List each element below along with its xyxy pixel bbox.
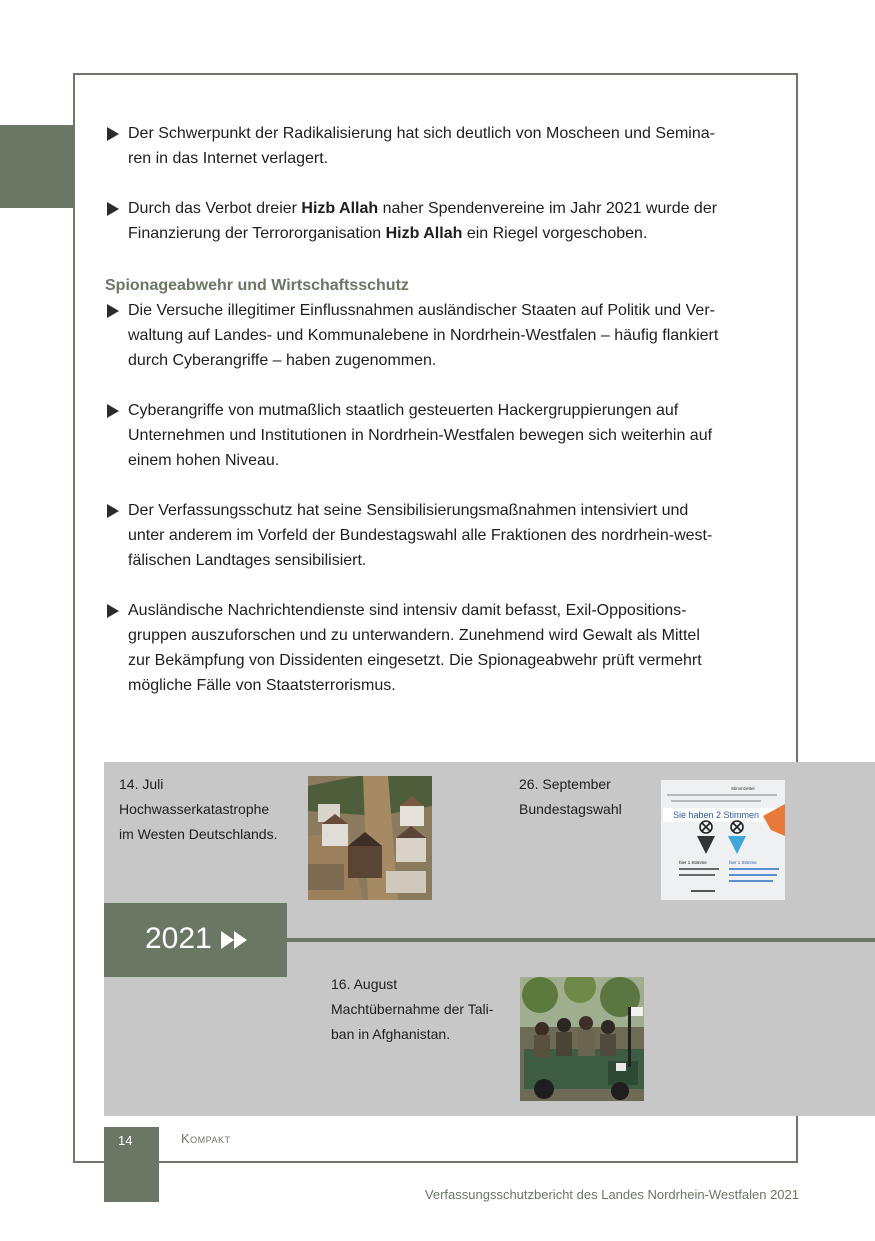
bullet-text-line: gruppen auszuforschen und zu unterwandern. Zunehmend wird Gewalt als Mittel — [128, 627, 700, 644]
event-flood-text — [119, 772, 277, 847]
taliban-photo — [520, 977, 644, 1101]
bullet-text: Durch das Verbot dreier — [128, 200, 302, 217]
bullet-text-line: Unternehmen und Institutionen in Nordrhein-Westfalen bewegen sich weiterhin auf — [128, 427, 713, 444]
year-label: 2021 — [145, 922, 212, 955]
event-date: 16. August — [331, 976, 398, 992]
bullet-text: naher Spendenvereine im Jahr 2021 wurde der — [378, 200, 718, 217]
event-description: Hochwasserkatastrophe — [119, 801, 270, 817]
bullet-text-line: waltung auf Landes- und Kommunalebene in Nordrhein-Westfalen – häufig flankiert — [128, 327, 719, 344]
fast-forward-icon — [221, 931, 249, 949]
event-description: Bundestagswahl — [519, 801, 622, 817]
event-election-text — [519, 772, 622, 822]
bullet-text-line: mögliche Fälle von Staatsterrorismus. — [128, 677, 396, 694]
event-date: 14. Juli — [119, 776, 164, 792]
event-description: ban in Afghanistan. — [331, 1026, 451, 1042]
bullet-text: ein Riegel vorgeschoben. — [462, 225, 648, 242]
ballot-header: Stimmzettel — [731, 786, 755, 791]
page-number: 14 — [118, 1133, 133, 1148]
main-content — [105, 121, 770, 723]
year-marker — [104, 903, 287, 977]
bullet-text: Finanzierung der Terrororganisation — [128, 225, 386, 242]
chapter-marker — [0, 125, 73, 208]
bullet-text-line: unter anderem im Vorfeld der Bundestagswahl alle Fraktionen des nordrhein-west- — [128, 527, 713, 544]
ballot-left-label: hier 1 Stimme — [679, 860, 707, 865]
timeline-2021 — [104, 762, 875, 1116]
bullet-sensitization — [105, 498, 770, 573]
section-name: Kompakt — [181, 1131, 231, 1146]
ballot-photo — [661, 776, 785, 900]
bullet-text-line: Der Schwerpunkt der Radikalisierung hat sich deutlich von Moscheen und Semina- — [128, 125, 715, 142]
bullet-text-line: einem hohen Niveau. — [128, 452, 280, 469]
bullet-foreign-intelligence — [105, 598, 770, 698]
event-description: Machtübernahme der Tali- — [331, 1001, 494, 1017]
bullet-text-line: ren in das Internet verlagert. — [128, 150, 329, 167]
ballot-headline: Sie haben 2 Stimmen — [673, 810, 760, 820]
report-title: Verfassungsschutzbericht des Landes Nordrhein-Westfalen 2021 — [424, 1187, 799, 1202]
event-taliban-text — [331, 972, 493, 1047]
bullet-text-line: Ausländische Nachrichtendienste sind intensiv damit befasst, Exil-Oppositions- — [128, 602, 687, 619]
bullet-influence — [105, 298, 770, 373]
flood-photo — [308, 776, 432, 900]
bullet-text-line: Die Versuche illegitimer Einflussnahmen ausländischer Staaten auf Politik und Ver- — [128, 302, 715, 319]
bullet-text-line: Der Verfassungsschutz hat seine Sensibilisierungsmaßnahmen intensiviert und — [128, 502, 689, 519]
timeline-line — [287, 938, 875, 942]
bold-term: Hizb Allah — [301, 200, 379, 217]
event-date: 26. September — [519, 776, 611, 792]
bullet-text-line: Cyberangriffe von mutmaßlich staatlich gesteuerten Hackergruppierungen auf — [128, 402, 679, 419]
bullet-text-line: fälischen Landtages sensibilisiert. — [128, 552, 367, 569]
bullet-cyberattacks — [105, 398, 770, 473]
bullet-text-line: durch Cyberangriffe – haben zugenommen. — [128, 352, 437, 369]
event-description: im Westen Deutschlands. — [119, 826, 278, 842]
section-heading: Spionageabwehr und Wirtschaftsschutz — [105, 277, 409, 294]
bullet-hizb-allah — [105, 196, 770, 246]
page-number-tab — [104, 1127, 159, 1202]
ballot-right-label: hier 1 Stimme — [729, 860, 757, 865]
bold-term: Hizb Allah — [385, 225, 463, 242]
bullet-text-line: zur Bekämpfung von Dissidenten eingesetzt. Die Spionageabwehr prüft vermehrt — [128, 652, 702, 669]
bullet-radicalization — [105, 121, 770, 171]
